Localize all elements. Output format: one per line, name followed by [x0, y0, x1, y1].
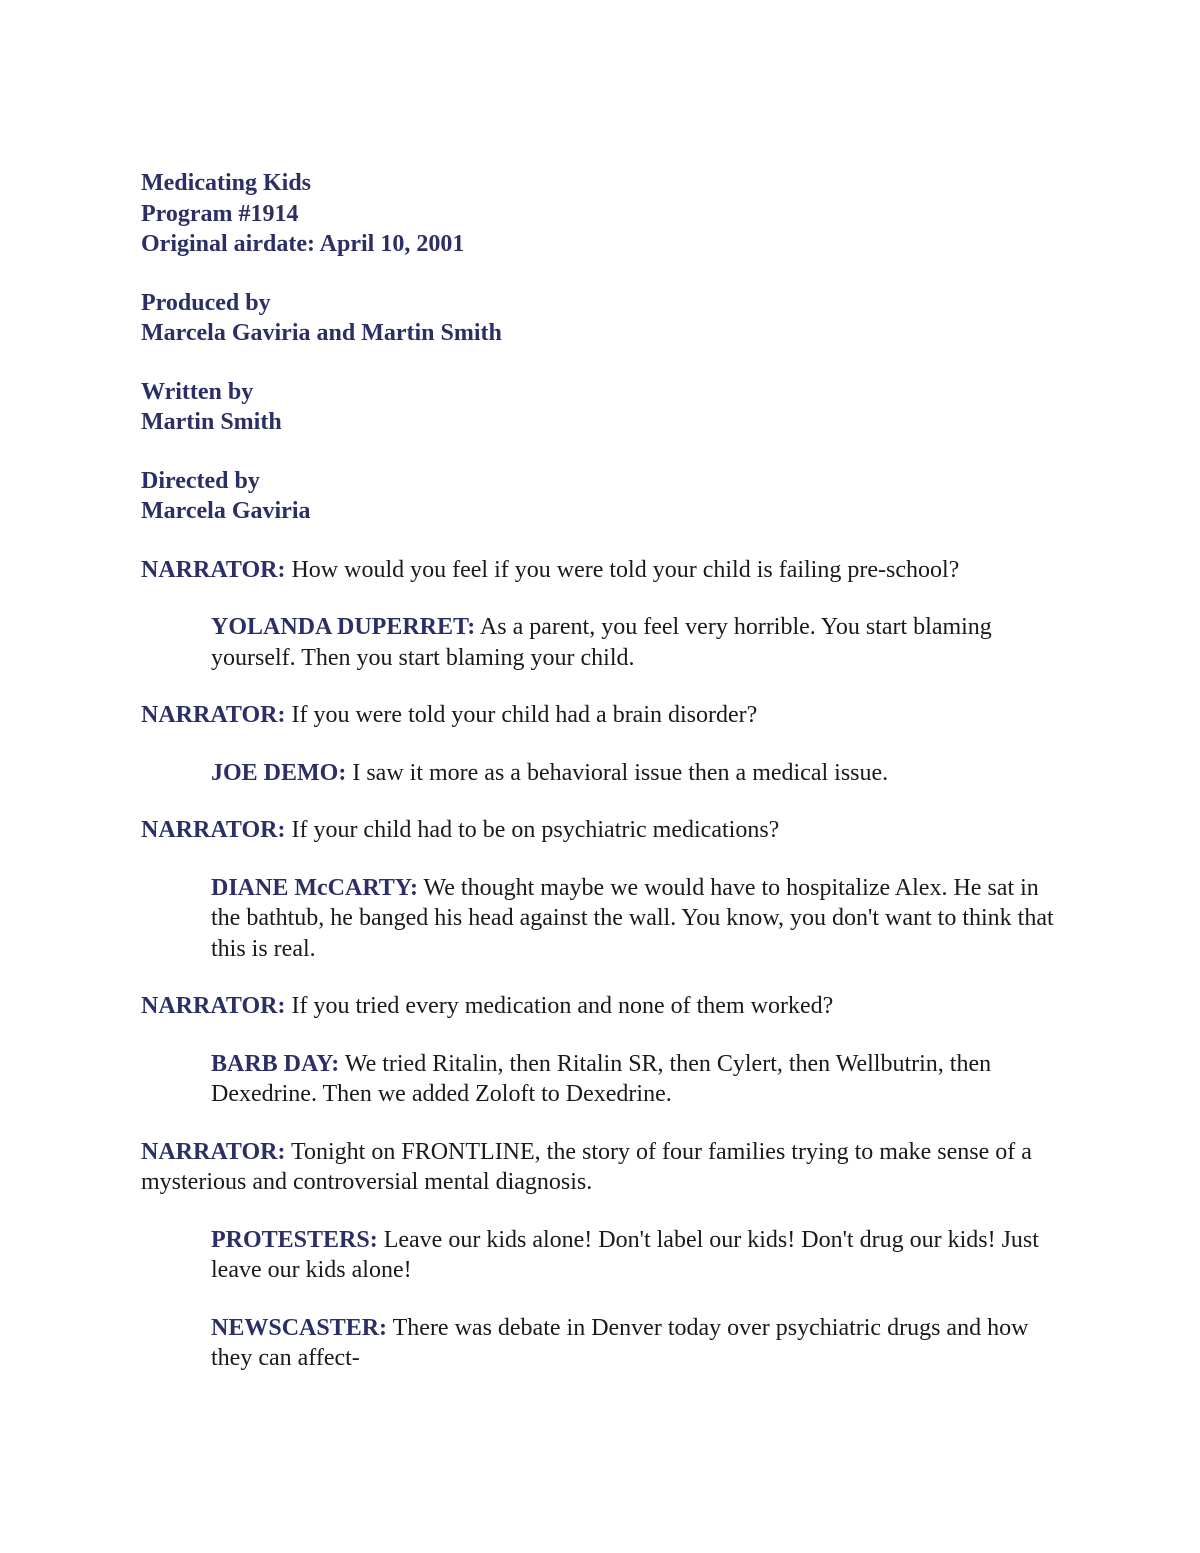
credit-names: Martin Smith: [141, 409, 282, 435]
transcript-entry: [211, 1049, 1056, 1110]
transcript-entry: [141, 700, 1071, 731]
speech-text: I saw it more as a behavioral issue then a medical issue.: [352, 759, 889, 786]
speaker-name: YOLANDA DUPERRET:: [211, 614, 476, 640]
credit-names: Marcela Gaviria and Martin Smith: [141, 320, 502, 346]
speaker-name: DIANE McCARTY:: [211, 874, 418, 901]
speech-text: If you were told your child had a brain disorder?: [291, 702, 758, 728]
transcript-entry: [141, 991, 1071, 1022]
speaker-name: NARRATOR:: [141, 993, 286, 1019]
speech-text: As a parent, you feel very horrible. You start blaming yourself. Then you start blaming your child.: [211, 614, 992, 671]
transcript-entry: [211, 612, 1056, 673]
speech-text: If you tried every medication and none of them worked?: [291, 993, 834, 1019]
credit-directed: [141, 466, 1071, 527]
speaker-name: NARRATOR:: [141, 702, 286, 728]
transcript-entry: [211, 1225, 1056, 1286]
speech-text: We tried Ritalin, then Ritalin SR, then Cylert, then Wellbutrin, then Dexedrine. Then we added Zoloft to Dexedrine.: [211, 1050, 992, 1107]
header-block: [141, 168, 1071, 260]
credit-role: Produced by: [141, 289, 271, 316]
transcript-entry: [141, 1137, 1071, 1198]
speech-text: If your child had to be on psychiatric medications?: [291, 817, 780, 843]
airdate: Original airdate: April 10, 2001: [141, 231, 465, 257]
speaker-name: PROTESTERS:: [211, 1226, 378, 1253]
speaker-name: JOE DEMO:: [211, 759, 347, 786]
speech-text: There was debate in Denver today over psychiatric drugs and how they can affect-: [211, 1314, 1029, 1371]
speaker-name: NARRATOR:: [141, 556, 286, 583]
speech-text: How would you feel if you were told your child is failing pre-school?: [291, 556, 960, 583]
transcript-entry: [141, 815, 1071, 846]
speaker-name: NARRATOR:: [141, 1138, 286, 1165]
credit-produced: [141, 288, 1071, 349]
document-title: Medicating Kids: [141, 170, 312, 196]
credit-names: Marcela Gaviria: [141, 498, 311, 524]
transcript-entry: [211, 1313, 1056, 1374]
transcript-entry: [211, 758, 1056, 789]
speech-text: Leave our kids alone! Don't label our kids! Don't drug our kids! Just leave our kids alone!: [211, 1226, 1039, 1283]
speaker-name: BARB DAY:: [211, 1050, 340, 1077]
document-page: [141, 168, 1071, 1401]
speech-text: Tonight on FRONTLINE, the story of four families trying to make sense of a mysterious and controversial mental diagnosis.: [141, 1138, 1032, 1195]
transcript-entry: [141, 555, 1071, 586]
credit-written: [141, 377, 1071, 438]
speaker-name: NEWSCASTER:: [211, 1314, 388, 1341]
program-number: Program #1914: [141, 200, 299, 227]
speaker-name: NARRATOR:: [141, 817, 286, 843]
transcript-entry: [211, 873, 1056, 965]
credit-role: Written by: [141, 378, 254, 405]
credit-role: Directed by: [141, 467, 260, 494]
speech-text: We thought maybe we would have to hospitalize Alex. He sat in the bathtub, he banged his head against the wall. You know, you don't want to think that this is real.: [211, 874, 1054, 962]
